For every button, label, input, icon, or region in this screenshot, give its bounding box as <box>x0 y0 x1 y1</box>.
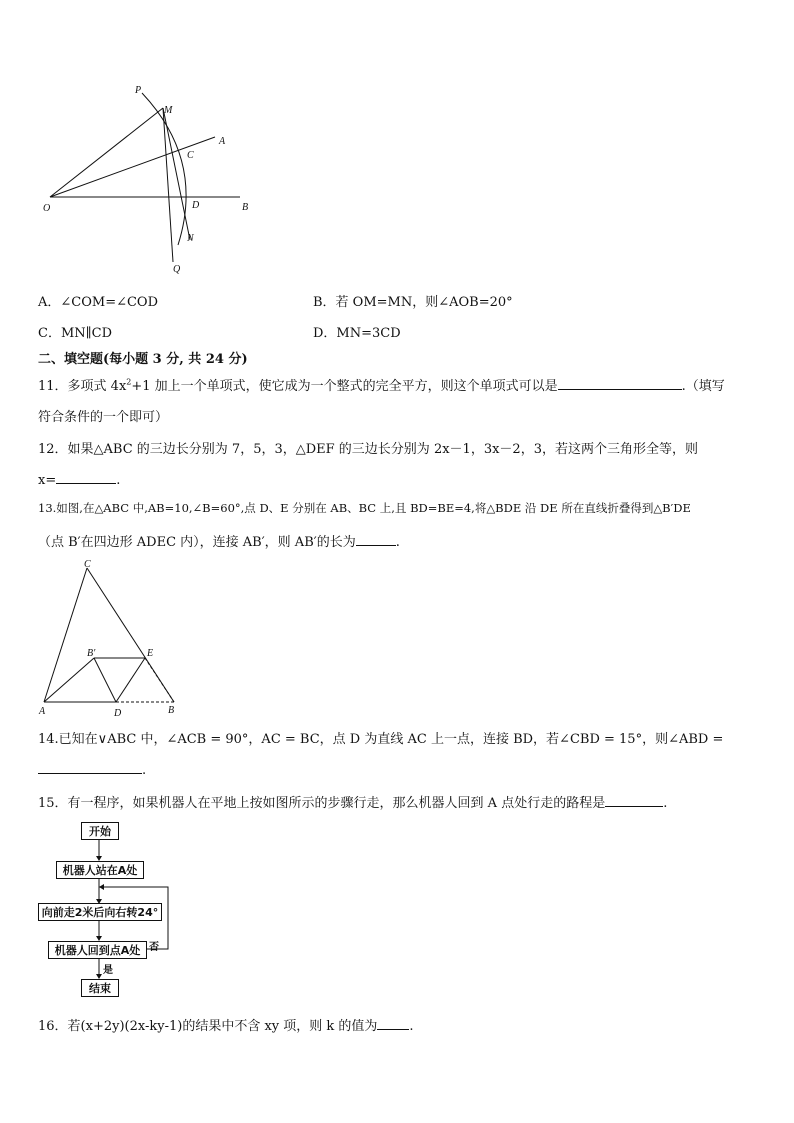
q15-period: . <box>663 796 668 811</box>
q11-answer-blank[interactable] <box>558 376 682 390</box>
q12-answer-blank[interactable] <box>56 470 116 484</box>
label-P: P <box>135 85 142 96</box>
q16-period: . <box>409 1019 414 1034</box>
ray-oa <box>50 137 215 197</box>
flowchart-end: 结束 <box>81 979 119 997</box>
label-N: N <box>187 233 194 244</box>
q13-period: . <box>395 535 400 550</box>
q14-line1: 14.已知在∨ABC 中，∠ACB = 90°，AC = BC，点 D 为直线 AC 上一点，连接 BD，若∠CBD = 15°，则∠ABD = <box>38 732 724 747</box>
flowchart-decision-back-at-a: 机器人回到点A处 <box>48 941 147 959</box>
label-B: B <box>168 705 175 716</box>
label-Bp: B′ <box>87 648 96 659</box>
label-A: A <box>219 136 226 147</box>
q11-post: .（填写 <box>681 379 725 394</box>
choice-d: D．MN=3CD <box>313 326 401 341</box>
q15-line1 <box>38 792 667 811</box>
label-D: D <box>192 200 200 211</box>
triangle-fold-figure <box>30 555 190 720</box>
q14-line2 <box>38 760 146 778</box>
q12-line2 <box>38 470 120 488</box>
flowchart <box>30 818 190 1000</box>
side-ac <box>44 568 87 702</box>
flowchart-yes-label: 是 <box>103 965 113 976</box>
q11-line1 <box>38 375 725 394</box>
q11-sup: 2 <box>126 377 132 387</box>
q13-line2 <box>38 531 400 550</box>
label-E: E <box>147 648 154 659</box>
choice-b: B．若 OM=MN，则∠AOB=20° <box>313 295 513 310</box>
q14-answer-blank[interactable] <box>38 760 142 774</box>
segment-om <box>50 108 163 197</box>
q16-text: 16．若(x+2y)(2x-ky-1)的结果中不含 xy 项，则 k 的值为 <box>38 1019 378 1034</box>
flowchart-no-label: 否 <box>149 942 159 953</box>
q15-text: 15．有一程序，如果机器人在平地上按如图所示的步骤行走，那么机器人回到 A 点处行走的路程是 <box>38 796 606 811</box>
q11-line2: 符合条件的一个即可） <box>38 410 169 425</box>
label-M: M <box>164 105 173 116</box>
label-C: C <box>84 559 91 570</box>
q13-answer-blank[interactable] <box>356 532 396 546</box>
q16-answer-blank[interactable] <box>377 1016 409 1030</box>
section-2-heading: 二、填空题(每小题 3 分, 共 24 分) <box>38 352 248 367</box>
q13-line2-text: （点 B′在四边形 ADEC 内），连接 AB′，则 AB′的长为 <box>38 535 356 550</box>
label-Q: Q <box>173 264 181 275</box>
q12-line1: 12．如果△ABC 的三边长分别为 7，5，3，△DEF 的三边长分别为 2x－1，3x－2，3，若这两个三角形全等，则 <box>38 442 698 457</box>
label-B: B <box>242 202 249 213</box>
q12-x-label: x= <box>38 473 57 488</box>
q12-period: . <box>116 473 121 488</box>
choice-a: A．∠COM=∠COD <box>38 295 159 310</box>
side-cb <box>87 568 174 702</box>
flowchart-start: 开始 <box>81 822 119 840</box>
segment-bpd <box>94 658 116 702</box>
q11-mid: +1 加上一个单项式，使它成为一个整式的完全平方，则这个单项式可以是 <box>131 379 558 394</box>
q13-line1: 13.如图,在△ABC 中,AB=10,∠B=60°,点 D、E 分别在 AB、BC 上,且 BD=BE=4,将△BDE 沿 DE 所在直线折叠得到△B′DE <box>38 501 691 515</box>
q11-pre: 11．多项式 4x <box>38 379 127 394</box>
label-O: O <box>43 203 51 214</box>
angle-construction-figure <box>30 80 270 280</box>
label-A: A <box>39 706 46 717</box>
flowchart-step-stand-at-a: 机器人站在A处 <box>56 861 144 879</box>
q15-answer-blank[interactable] <box>605 793 663 807</box>
q14-period: . <box>142 763 147 778</box>
q16-line <box>38 1015 414 1034</box>
label-C: C <box>187 150 194 161</box>
segment-de <box>116 658 145 702</box>
label-D: D <box>114 708 122 719</box>
choice-c: C．MN∥CD <box>38 326 113 341</box>
flowchart-step-walk-turn: 向前走2米后向右转24° <box>38 903 162 921</box>
